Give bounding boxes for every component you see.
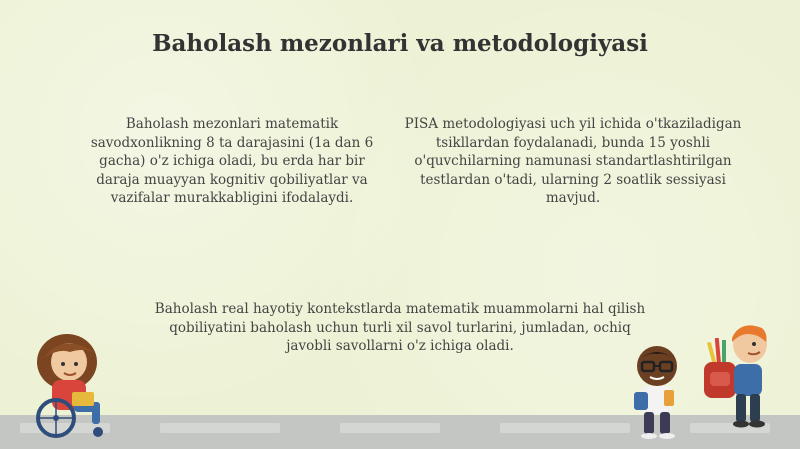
- boy-with-glasses-illustration: [622, 342, 692, 442]
- slide-title: Baholash mezonlari va metodologiyasi: [152, 30, 648, 57]
- paragraph-question-types: Baholash real hayotiy kontekstlarda matematik muammolarni hal qilish qobiliyatini baholash uchun turli xil savol turlarini, jumladan, ochiq javobli savollarni o'z ichiga oladi.: [154, 301, 646, 354]
- paragraph-assessment-levels: Baholash mezonlari matematik savodxonlikning 8 ta darajasini (1a dan 6 gacha) o'z ichiga oladi, bu erda har bir daraja muayyan kognitiv qobiliyatlar va vazifalar murakkabligini ifodalaydi.: [90, 116, 374, 206]
- boy-with-backpack-illustration: [700, 320, 780, 438]
- girl-in-wheelchair-illustration: [22, 330, 117, 440]
- paragraph-pisa-methodology: PISA metodologiyasi uch yil ichida o'tkaziladigan tsikllardan foydalanadi, bunda 15 yoshli o'quvchilarning namunasi standartlashtirilgan testlardan o'tadi, ularning 2 soatlik sessiyasi mavjud.: [404, 116, 742, 206]
